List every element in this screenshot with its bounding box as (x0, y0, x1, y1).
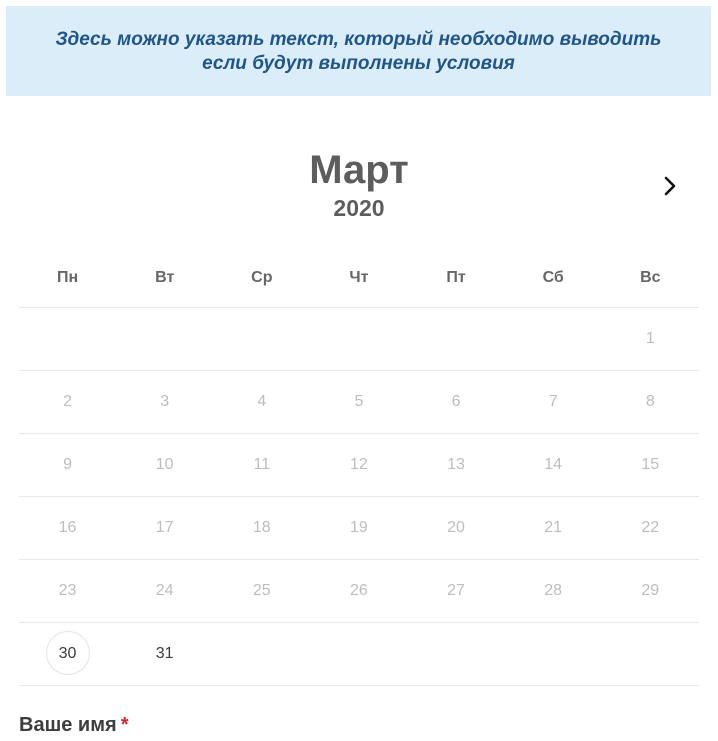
calendar-day-empty (213, 316, 310, 362)
weekday-fri: Пт (446, 268, 466, 286)
calendar-day-empty (505, 316, 602, 362)
calendar-day-1: 1 (645, 330, 655, 347)
calendar-week-row (19, 623, 699, 686)
calendar-day-11: 11 (253, 456, 271, 473)
calendar-day-19: 19 (350, 519, 368, 536)
weekday-wed: Ср (251, 268, 273, 286)
next-month-button[interactable] (656, 172, 684, 200)
calendar-day-empty (408, 631, 505, 677)
calendar-grid (19, 246, 699, 686)
calendar-day-28: 28 (544, 582, 563, 599)
calendar-week-row (19, 371, 699, 434)
calendar-day-17: 17 (155, 519, 174, 536)
calendar-day-6: 6 (451, 393, 461, 410)
calendar-day-24: 24 (155, 582, 174, 599)
calendar-day-14: 14 (544, 456, 563, 473)
weekday-header-row (19, 246, 699, 308)
calendar-day-22: 22 (641, 519, 660, 536)
chevron-right-icon (656, 172, 684, 200)
month-title: Март (309, 148, 409, 192)
calendar-week-row (19, 497, 699, 560)
notice-line-2: если будут выполнены условия (202, 53, 515, 74)
calendar-day-26: 26 (350, 582, 368, 599)
weekday-sun: Вс (640, 268, 661, 286)
calendar-day-27: 27 (447, 582, 465, 599)
weekday-mon: Пн (56, 268, 79, 286)
calendar-day-3: 3 (160, 393, 170, 410)
calendar-day-16: 16 (58, 519, 77, 536)
calendar-day-empty (213, 631, 310, 677)
calendar-day-13: 13 (447, 456, 465, 473)
calendar-day-25: 25 (252, 582, 271, 599)
year-title: 2020 (333, 195, 385, 221)
calendar-day-label: 30 (46, 631, 90, 675)
calendar-day-7: 7 (548, 393, 558, 410)
calendar-day-18: 18 (252, 519, 271, 536)
name-label-text: Ваше имя (19, 714, 117, 736)
calendar-week-row (19, 308, 699, 371)
calendar-day-empty (602, 631, 699, 677)
required-mark: * (120, 714, 129, 736)
calendar-day-21: 21 (544, 519, 563, 536)
notice-line-1: Здесь можно указать текст, который необходимо выводить (55, 29, 662, 50)
calendar-day-15: 15 (641, 456, 660, 473)
conditional-notice (6, 6, 711, 96)
calendar-day-8: 8 (645, 393, 655, 410)
calendar-week-row (19, 560, 699, 623)
calendar-day-12: 12 (350, 456, 368, 473)
calendar-day-empty (19, 316, 116, 362)
calendar-day-29: 29 (641, 582, 660, 599)
calendar-day-2: 2 (63, 393, 73, 410)
calendar-weeks (19, 308, 699, 686)
calendar-day-20: 20 (447, 519, 465, 536)
calendar-day-31[interactable]: 31 (155, 645, 174, 662)
weekday-thu: Чт (349, 268, 369, 286)
calendar-day-empty (310, 631, 407, 677)
calendar-day-9: 9 (63, 456, 73, 473)
calendar-day-empty (505, 631, 602, 677)
calendar-day-empty (116, 316, 213, 362)
calendar-day-4: 4 (257, 393, 267, 410)
calendar-day-10: 10 (155, 456, 174, 473)
calendar-day-23: 23 (58, 582, 77, 599)
calendar-day-empty (310, 316, 407, 362)
calendar-header (0, 146, 718, 222)
name-field-label (19, 712, 128, 738)
calendar-day-30[interactable] (19, 631, 116, 677)
calendar-week-row (19, 434, 699, 497)
weekday-sat: Сб (542, 268, 564, 286)
calendar-day-empty (408, 316, 505, 362)
calendar-day-5: 5 (354, 393, 364, 410)
weekday-tue: Вт (155, 268, 175, 286)
